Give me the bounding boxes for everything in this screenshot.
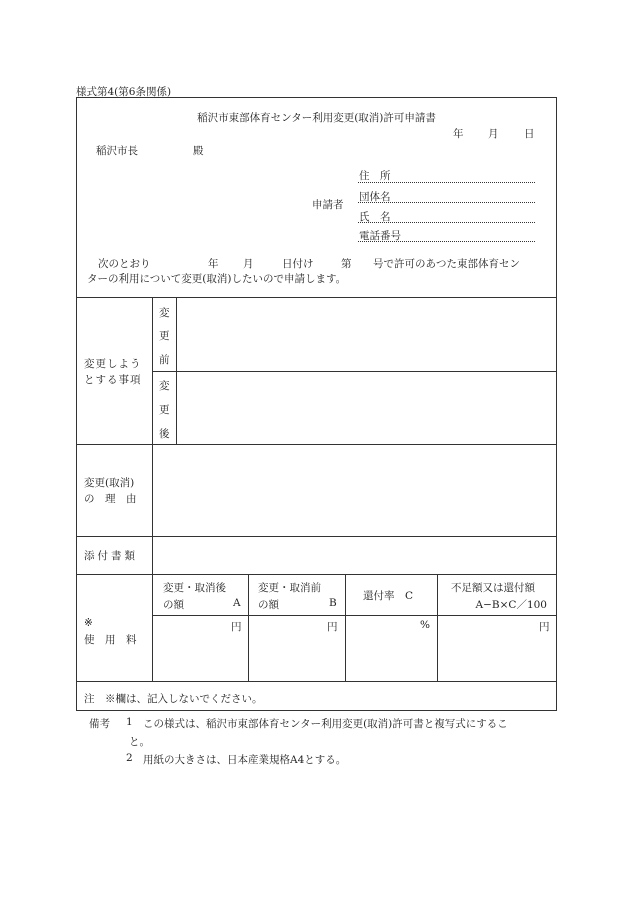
- change-after-char: 変: [159, 380, 170, 392]
- date-day: 日: [524, 128, 535, 140]
- fee-col-before-line1: 変更・取消前: [258, 582, 321, 594]
- divider-header-bottom: [76, 297, 557, 298]
- divider-fee-bottom: [76, 681, 557, 682]
- change-before-field[interactable]: [178, 299, 555, 369]
- body-text-line2: ターの利用について変更(取消)したいので申請します。: [87, 273, 347, 285]
- divider-reason-bottom: [76, 536, 557, 537]
- fee-unit-rate: %: [420, 619, 430, 631]
- fee-col-diff-line1: 不足額又は還付額: [451, 582, 535, 594]
- body-text-year: 年: [208, 258, 219, 270]
- body-text-month: 月: [243, 258, 254, 270]
- applicant-name-label: 氏 名: [359, 211, 391, 223]
- fee-col-diff-line2: A−B×C／100: [475, 599, 547, 611]
- body-text-day-issued: 日付け: [282, 258, 314, 270]
- attachments-label: 添付書類: [84, 550, 138, 562]
- divider-fee-header: [152, 615, 557, 616]
- fee-unit-diff: 円: [539, 621, 550, 633]
- date-month: 月: [488, 128, 499, 140]
- divider-fee-col3: [437, 574, 438, 681]
- remarks-item-number: 1: [126, 716, 133, 728]
- applicant-address-field[interactable]: [358, 182, 535, 183]
- applicant-phone-label: 電話番号: [359, 230, 401, 242]
- fee-col-before-line2-left: の額: [258, 599, 279, 611]
- attachments-field[interactable]: [154, 538, 555, 572]
- fee-col-after-line2-left: の額: [163, 599, 184, 611]
- remarks-item-text-cont: と。: [129, 736, 150, 748]
- body-text-part1: 次のとおり: [98, 258, 151, 270]
- form-number: 様式第4(第6条関係): [76, 86, 172, 98]
- fee-unit-after: 円: [231, 621, 242, 633]
- fee-col-after-line2-right: A: [233, 597, 241, 609]
- fee-col-before-line2-right: B: [329, 597, 337, 609]
- divider-before-after-col: [176, 297, 177, 444]
- remarks-label: 備考: [89, 718, 110, 730]
- form-title: 稲沢市東部体育センター利用変更(取消)許可申請書: [197, 112, 436, 124]
- reason-field[interactable]: [154, 446, 555, 534]
- date-year: 年: [453, 128, 464, 140]
- change-before-char: 前: [159, 354, 170, 366]
- applicant-address-label: 住 所: [359, 170, 391, 182]
- divider-label-col: [152, 297, 153, 681]
- body-text-line1-end: 号で許可のあつた東部体育セン: [373, 258, 520, 270]
- divider-before-after: [152, 371, 557, 372]
- divider-fee-col2: [345, 574, 346, 681]
- note-text: 注 ※欄は、記入しないでください。: [84, 693, 263, 705]
- reason-label-line2: の 理 由: [84, 493, 137, 505]
- applicant-organization-field[interactable]: [358, 202, 535, 203]
- change-label-line2: とする事項: [84, 374, 142, 386]
- applicant-name-field[interactable]: [358, 222, 535, 223]
- body-text-number-prefix: 第: [341, 258, 352, 270]
- change-before-char: 更: [159, 330, 170, 342]
- change-label-line1: 変更しよう: [84, 358, 142, 370]
- divider-change-bottom: [76, 444, 557, 445]
- applicant-phone-field[interactable]: [358, 241, 535, 242]
- divider-fee-col1: [248, 574, 249, 681]
- change-after-char: 後: [159, 428, 170, 440]
- fee-col-after-line1: 変更・取消後: [163, 582, 226, 594]
- remarks-item-text: 用紙の大きさは、日本産業規格A4とする。: [143, 754, 347, 766]
- change-after-field[interactable]: [178, 373, 555, 442]
- fee-col-rate: 還付率 C: [363, 590, 414, 602]
- applicant-organization-label: 団体名: [359, 191, 391, 203]
- fee-label: 使 用 料: [84, 634, 137, 646]
- fee-mark: ※: [84, 617, 93, 629]
- addressee-name: 稲沢市長: [96, 145, 138, 157]
- divider-attach-bottom: [76, 574, 557, 575]
- addressee-honorific: 殿: [193, 145, 204, 157]
- change-before-char: 変: [159, 307, 170, 319]
- remarks-item-number: 2: [126, 752, 133, 764]
- applicant-label: 申請者: [312, 199, 344, 211]
- reason-label-line1: 変更(取消): [84, 477, 135, 489]
- remarks-item-text: この様式は、稲沢市東部体育センター利用変更(取消)許可書と複写式にするこ: [143, 718, 508, 730]
- change-after-char: 更: [159, 404, 170, 416]
- fee-unit-before: 円: [327, 621, 338, 633]
